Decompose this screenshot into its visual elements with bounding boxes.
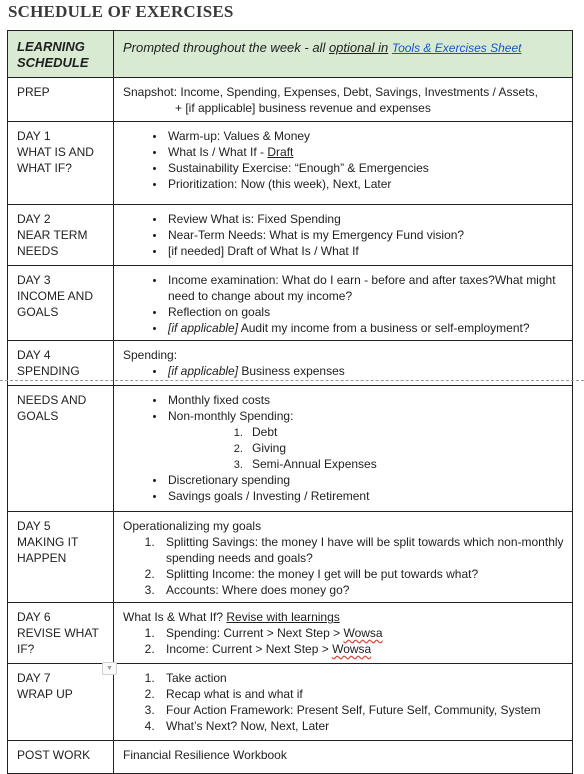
row-label-cell — [8, 341, 114, 386]
list-item: • [if applicable] Business expenses — [166, 363, 566, 379]
table-row-post-work — [8, 741, 573, 774]
row-label: INCOME AND — [17, 289, 94, 303]
list-item: 3. Semi-Annual Expenses — [246, 456, 566, 472]
row-content-cell — [114, 78, 573, 122]
list-item: 2. Income: Current > Next Step > Wowsa — [158, 641, 566, 657]
row-label: DAY 7 — [17, 671, 51, 685]
row-label: DAY 6 — [17, 610, 51, 624]
row-intro-text: What Is & What If? Revise with learnings — [123, 610, 340, 624]
row-label: SPENDING — [17, 364, 80, 378]
list-item: • Sustainability Exercise: “Enough” & Emergencies — [166, 160, 566, 176]
list-item: • What Is / What If - Draft — [166, 144, 566, 160]
row-label: WHAT IS AND — [17, 145, 94, 159]
table-row-day4 — [8, 341, 573, 386]
list-item: 3. Accounts: Where does money go? — [158, 582, 566, 598]
list-item: 2. Splitting Income: the money I get will be put towards what? — [158, 566, 566, 582]
row-label: WHAT IF? — [17, 161, 72, 175]
row-content-cell — [114, 512, 573, 603]
table-row-day5 — [8, 512, 573, 603]
row-label-cell — [8, 205, 114, 266]
list-item: • Non-monthly Spending: 1. Debt 2. Giving 3. Semi-Annual Expenses — [166, 408, 566, 472]
row-label-cell — [8, 512, 114, 603]
row-label: WRAP UP — [17, 687, 73, 701]
table-row-day2 — [8, 205, 573, 266]
row-intro-text: Operationalizing my goals — [123, 519, 262, 533]
list-item: • Monthly fixed costs — [166, 392, 566, 408]
list-item: • Near-Term Needs: What is my Emergency Fund vision? — [166, 227, 566, 243]
row-label: HAPPEN — [17, 551, 67, 565]
row-label: DAY 1 — [17, 129, 51, 143]
header-label-cell — [8, 31, 114, 78]
row-content-cell — [114, 341, 573, 386]
spellcheck-word: Wowsa — [343, 626, 383, 640]
row-label: DAY 4 — [17, 348, 51, 362]
row-label: POST WORK — [17, 748, 91, 762]
row-label: PREP — [17, 85, 50, 99]
numbered-list — [123, 670, 566, 734]
row-content-cell — [114, 603, 573, 664]
list-item: • Review What is: Fixed Spending — [166, 211, 566, 227]
row-label-cell — [8, 664, 114, 741]
list-item: 3. Four Action Framework: Present Self, Future Self, Community, System — [158, 702, 566, 718]
numbered-list — [123, 625, 566, 657]
bullet-list — [123, 392, 566, 504]
row-label: DAY 2 — [17, 212, 51, 226]
prep-text: + [if applicable] business revenue and expenses — [175, 101, 431, 115]
row-content-cell — [114, 741, 573, 774]
row-label-cell — [8, 122, 114, 205]
revise-underlined: Revise with learnings — [226, 610, 340, 624]
schedule-table — [7, 30, 573, 774]
row-label: NEEDS AND — [17, 393, 87, 407]
list-item: • [if needed] Draft of What Is / What If — [166, 243, 566, 259]
row-content-cell — [114, 664, 573, 741]
row-label: REVISE WHAT — [17, 626, 99, 640]
list-item: 2. Recap what is and what if — [158, 686, 566, 702]
page-break-line — [0, 380, 584, 381]
bullet-list — [123, 272, 566, 336]
row-label-cell — [8, 386, 114, 512]
row-label-cell — [8, 603, 114, 664]
list-item: • Income examination: What do I earn - before and after taxes?What might need to change about my income? — [166, 272, 566, 304]
row-label: IF? — [17, 642, 35, 656]
header-text: Prompted throughout the week - all — [123, 40, 329, 55]
list-item: • Reflection on goals — [166, 304, 566, 320]
row-label: DAY 5 — [17, 519, 51, 533]
list-item: • Discretionary spending — [166, 472, 566, 488]
row-label-cell — [8, 78, 114, 122]
row-intro-text: Spending: — [123, 348, 178, 362]
list-item: • Warm-up: Values & Money — [166, 128, 566, 144]
bullet-list — [123, 211, 566, 259]
row-label: GOALS — [17, 305, 59, 319]
row-label: DAY 3 — [17, 273, 51, 287]
spellcheck-word: Wowsa — [332, 642, 372, 656]
document-title: SCHEDULE OF EXERCISES — [8, 2, 234, 21]
row-label: NEAR TERM — [17, 228, 88, 242]
table-row-prep — [8, 78, 573, 122]
post-work-text: Financial Resilience Workbook — [123, 748, 287, 762]
list-item: 1. Debt — [246, 424, 566, 440]
numbered-sublist — [168, 424, 566, 472]
table-row-day3 — [8, 266, 573, 341]
table-row-day6 — [8, 603, 573, 664]
list-item: 1. Spending: Current > Next Step > Wowsa — [158, 625, 566, 641]
row-label: NEEDS — [17, 244, 59, 258]
row-label-cell — [8, 266, 114, 341]
table-row-day1 — [8, 122, 573, 205]
tools-exercises-link[interactable]: Tools & Exercises Sheet — [391, 41, 522, 55]
list-item: • [if applicable] Audit my income from a business or self-employment? — [166, 320, 566, 336]
row-content-cell — [114, 205, 573, 266]
row-content-cell — [114, 386, 573, 512]
header-text-underlined: optional in — [328, 40, 389, 55]
header-row — [8, 31, 573, 78]
prep-text: Snapshot: Income, Spending, Expenses, Debt, Savings, Investments / Assets, — [123, 85, 538, 99]
draft-underlined: Draft — [267, 145, 294, 159]
header-label-line: LEARNING — [17, 39, 85, 54]
table-row-day7 — [8, 664, 573, 741]
list-item: • Prioritization: Now (this week), Next, Later — [166, 176, 566, 192]
list-item: • Savings goals / Investing / Retirement — [166, 488, 566, 504]
row-content-cell — [114, 266, 573, 341]
list-item: 2. Giving — [246, 440, 566, 456]
list-item: 4. What’s Next? Now, Next, Later — [158, 718, 566, 734]
row-label: MAKING IT — [17, 535, 79, 549]
numbered-list — [123, 534, 566, 598]
header-description-cell — [114, 31, 573, 78]
bullet-list — [123, 128, 566, 192]
row-label: GOALS — [17, 409, 59, 423]
chevron-down-icon[interactable]: ▼ — [102, 662, 117, 675]
table-row-needs-goals — [8, 386, 573, 512]
list-item: 1. Take action — [158, 670, 566, 686]
bullet-list — [123, 363, 566, 379]
row-label-cell — [8, 741, 114, 774]
header-label-line: SCHEDULE — [17, 55, 89, 70]
list-item: 1. Splitting Savings: the money I have will be split towards which non-monthly spending needs and goals? — [158, 534, 566, 566]
row-content-cell — [114, 122, 573, 205]
